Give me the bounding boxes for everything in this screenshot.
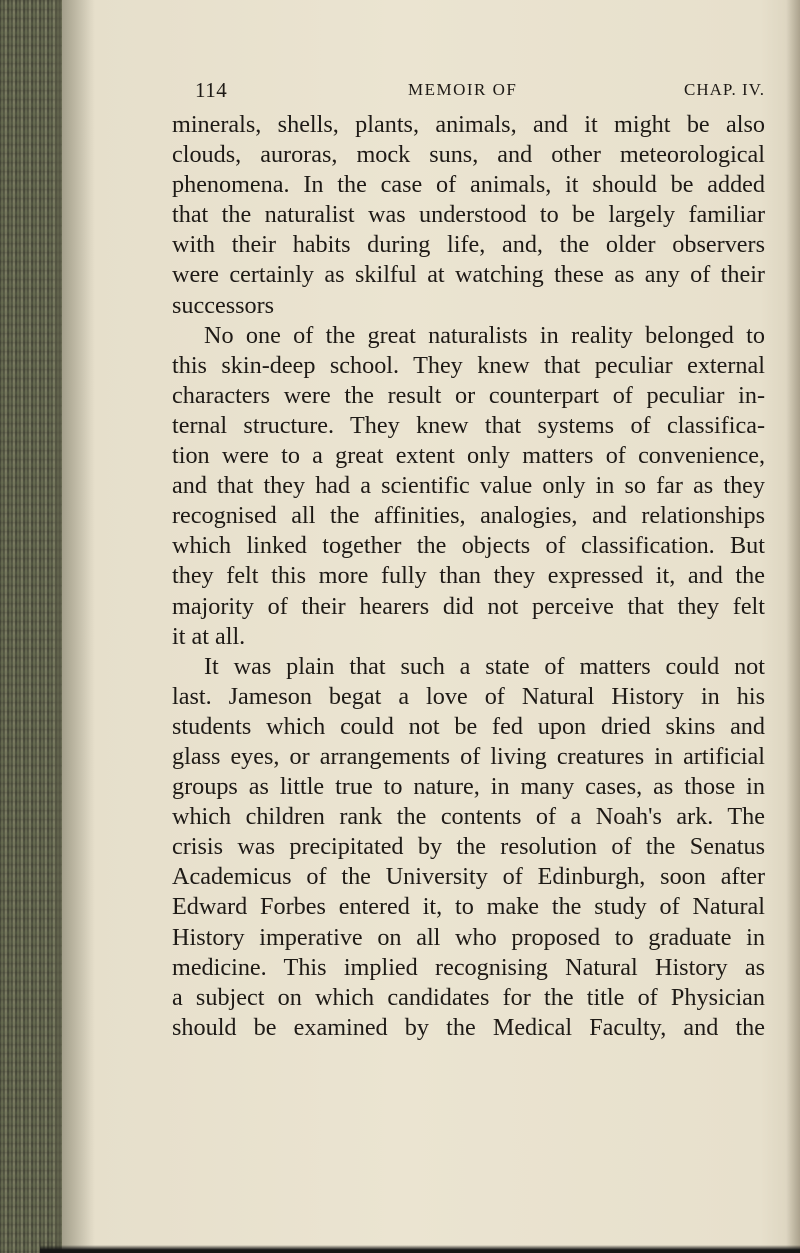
text-line: majority of their hearers did not perceive that they felt xyxy=(172,592,765,620)
text-line: tion were to a great extent only matters of convenience, xyxy=(172,442,765,470)
text-line: and that they had a scientific value only in so far as they xyxy=(172,472,765,500)
text-line: phenomena. In the case of animals, it should be added xyxy=(172,171,765,199)
text-line: History imperative on all who proposed to graduate in xyxy=(172,923,765,951)
text-line: which linked together the objects of classification. But xyxy=(172,532,765,560)
page-right-edge xyxy=(786,0,800,1253)
body-text xyxy=(172,110,765,1043)
gutter-fade xyxy=(55,0,95,1253)
text-line: clouds, auroras, mock suns, and other meteorological xyxy=(172,141,765,169)
text-line: it at all. xyxy=(172,622,246,650)
text-line: a subject on which candidates for the title of Physician xyxy=(172,983,765,1011)
text-line: last. Jameson begat a love of Natural History in his xyxy=(172,682,765,710)
text-line: should be examined by the Medical Faculty, and the xyxy=(172,1013,765,1041)
text-line: No one of the great naturalists in reality belonged to xyxy=(204,321,765,349)
text-line: that the naturalist was understood to be largely familiar xyxy=(172,201,765,229)
text-line: they felt this more fully than they expressed it, and the xyxy=(172,562,765,590)
text-line: characters were the result or counterpart of peculiar in- xyxy=(172,381,765,409)
text-line: Academicus of the University of Edinburgh, soon after xyxy=(172,863,765,891)
text-line: Edward Forbes entered it, to make the study of Natural xyxy=(172,893,765,921)
text-line: groups as little true to nature, in many cases, as those in xyxy=(172,773,765,801)
text-line: this skin-deep school. They knew that peculiar external xyxy=(172,351,765,379)
page-number: 114 xyxy=(195,78,228,102)
running-header xyxy=(195,78,765,108)
text-line: ternal structure. They knew that systems of classifica- xyxy=(172,411,765,439)
chapter-label: CHAP. IV. xyxy=(684,80,765,99)
text-line: with their habits during life, and, the older observers xyxy=(172,231,765,259)
text-line: minerals, shells, plants, animals, and it might be also xyxy=(172,111,765,138)
text-line: crisis was precipitated by the resolution of the Senatus xyxy=(172,833,765,861)
running-head-title: MEMOIR OF xyxy=(408,80,518,99)
text-line: were certainly as skilful at watching these as any of their xyxy=(172,261,765,289)
text-line: It was plain that such a state of matters could not xyxy=(204,652,765,680)
text-line: medicine. This implied recognising Natural History as xyxy=(172,953,765,981)
text-line: which children rank the contents of a Noah's ark. The xyxy=(172,803,765,831)
text-line: successors xyxy=(172,291,275,319)
page-gutter-shadow xyxy=(0,0,62,1253)
page-bottom-edge xyxy=(40,1245,800,1253)
text-line: recognised all the affinities, analogies, and relationships xyxy=(172,502,765,530)
text-line: glass eyes, or arrangements of living creatures in artificial xyxy=(172,742,765,770)
text-line: students which could not be fed upon dried skins and xyxy=(172,712,765,740)
